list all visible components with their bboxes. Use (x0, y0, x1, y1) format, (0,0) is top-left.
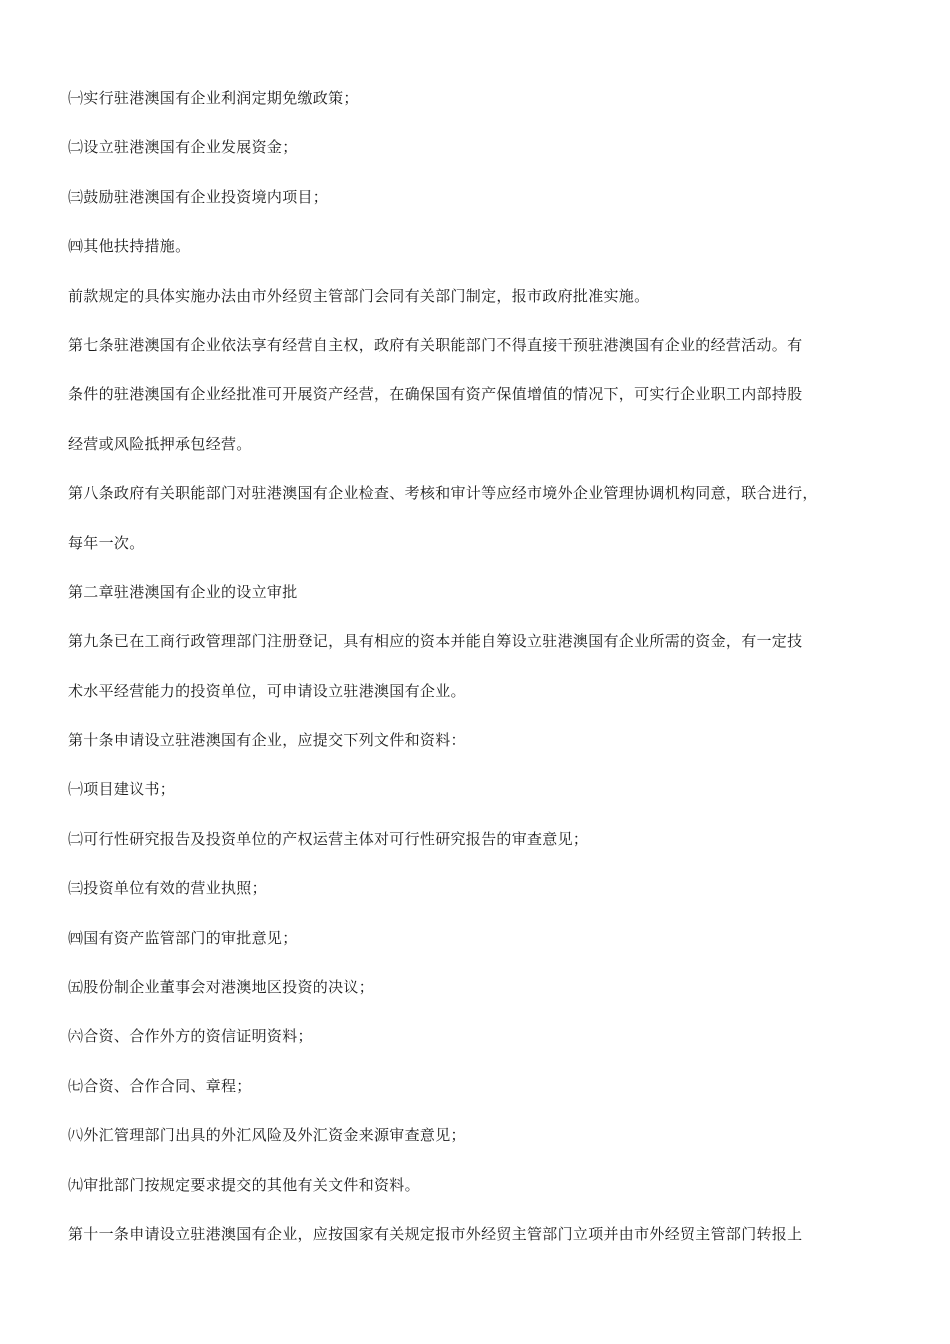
list-item-profit-exemption: ㈠实行驻港澳国有企业利润定期免缴政策； (68, 89, 359, 107)
list-item-project-proposal: ㈠项目建议书； (68, 780, 176, 799)
document-body (68, 74, 886, 1259)
paragraph-implementation: 前款规定的具体实施办法由市外经贸主管部门会同有关部门制定，报市政府批准实施。 (68, 286, 650, 305)
article-7-line-2: 条件的驻港澳国有企业经批准可开展资产经营，在确保国有资产保值增值的情况下，可实行企业职工内部持股 (68, 385, 803, 404)
list-item-board-resolution: ㈤股份制企业董事会对港澳地区投资的决议； (68, 978, 375, 997)
article-9-line-2: 术水平经营能力的投资单位，可申请设立驻港澳国有企业。 (68, 681, 466, 700)
list-item-credit-proof: ㈥合资、合作外方的资信证明资料； (68, 1027, 313, 1046)
article-9-line-1: 第九条已在工商行政管理部门注册登记，具有相应的资本并能自筹设立驻港澳国有企业所需的资金，有一定技 (68, 632, 803, 651)
list-item-contract-charter: ㈦合资、合作合同、章程； (68, 1076, 252, 1095)
list-item-other-measures: ㈣其他扶持措施。 (68, 237, 191, 256)
list-item-domestic-investment: ㈢鼓励驻港澳国有企业投资境内项目； (68, 187, 329, 206)
list-item-feasibility-report: ㈡可行性研究报告及投资单位的产权运营主体对可行性研究报告的审查意见； (68, 829, 589, 848)
article-8-line-2: 每年一次。 (68, 533, 145, 552)
list-item-forex-review: ㈧外汇管理部门出具的外汇风险及外汇资金来源审查意见； (68, 1126, 466, 1145)
article-10: 第十条申请设立驻港澳国有企业，应提交下列文件和资料： (68, 731, 466, 750)
list-item-other-documents: ㈨审批部门按规定要求提交的其他有关文件和资料。 (68, 1175, 420, 1194)
article-8-line-1: 第八条政府有关职能部门对驻港澳国有企业检查、考核和审计等应经市境外企业管理协调机构同意，联合进行， (68, 484, 818, 503)
chapter-2-heading: 第二章驻港澳国有企业的设立审批 (68, 582, 298, 601)
article-7-line-3: 经营或风险抵押承包经营。 (68, 434, 252, 453)
list-item-development-fund: ㈡设立驻港澳国有企业发展资金； (68, 138, 298, 157)
article-7-line-1: 第七条驻港澳国有企业依法享有经营自主权，政府有关职能部门不得直接干预驻港澳国有企业的经营活动。有 (68, 335, 803, 354)
list-item-asset-approval: ㈣国有资产监管部门的审批意见； (68, 928, 298, 947)
list-item-business-license: ㈢投资单位有效的营业执照； (68, 879, 267, 898)
article-11-line-1: 第十一条申请设立驻港澳国有企业，应按国家有关规定报市外经贸主管部门立项并由市外经贸主管部门转报上 (68, 1224, 803, 1243)
